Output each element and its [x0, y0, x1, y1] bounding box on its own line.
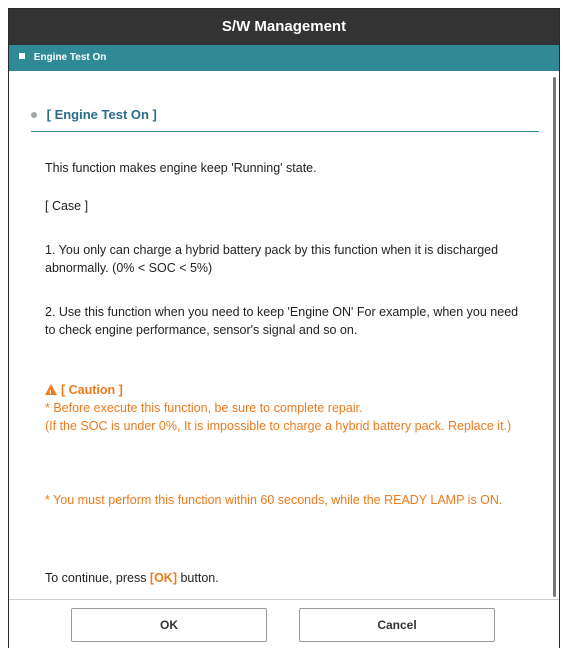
- sw-management-window: [8, 8, 560, 648]
- window-title: S/W Management: [9, 9, 559, 45]
- warning-triangle-icon: [45, 384, 57, 395]
- case-label: [ Case ]: [45, 199, 89, 213]
- caution-line-2: (If the SOC is under 0%, It is impossible to charge a hybrid battery pack. Replace it.): [45, 419, 512, 433]
- ok-button[interactable]: OK: [71, 608, 267, 642]
- breadcrumb-bar: [9, 45, 559, 71]
- continue-key: [OK]: [149, 571, 177, 585]
- content-area[interactable]: [21, 71, 539, 599]
- section-heading: [31, 107, 539, 132]
- continue-instruction: [45, 569, 525, 587]
- caution-title-text: [ Caution ]: [61, 383, 123, 397]
- caution-line-3: * You must perform this function within 60 seconds, while the READY LAMP is ON.: [45, 493, 503, 507]
- breadcrumb-label: Engine Test On: [33, 52, 107, 63]
- scrollbar[interactable]: [553, 77, 556, 597]
- square-marker-icon: [19, 53, 25, 59]
- continue-prefix: To continue, press: [45, 571, 150, 585]
- bullet-dot-icon: [31, 112, 37, 118]
- section-heading-text: [ Engine Test On ]: [46, 107, 157, 122]
- caution-title: [45, 381, 525, 399]
- continue-suffix: button.: [177, 571, 219, 585]
- case-item-2: 2. Use this function when you need to keep 'Engine ON' For example, when you need to check engine performance, sensor's signal and so on.: [45, 305, 519, 337]
- caution-block: [45, 381, 525, 435]
- button-bar: [9, 599, 559, 648]
- case-item-1: 1. You only can charge a hybrid battery pack by this function when it is discharged abnormally. (0% < SOC < 5%): [45, 243, 499, 275]
- cancel-button[interactable]: Cancel: [299, 608, 495, 642]
- description-text: This function makes engine keep 'Running' state.: [45, 161, 317, 175]
- caution-line-1: * Before execute this function, be sure to complete repair.: [45, 401, 363, 415]
